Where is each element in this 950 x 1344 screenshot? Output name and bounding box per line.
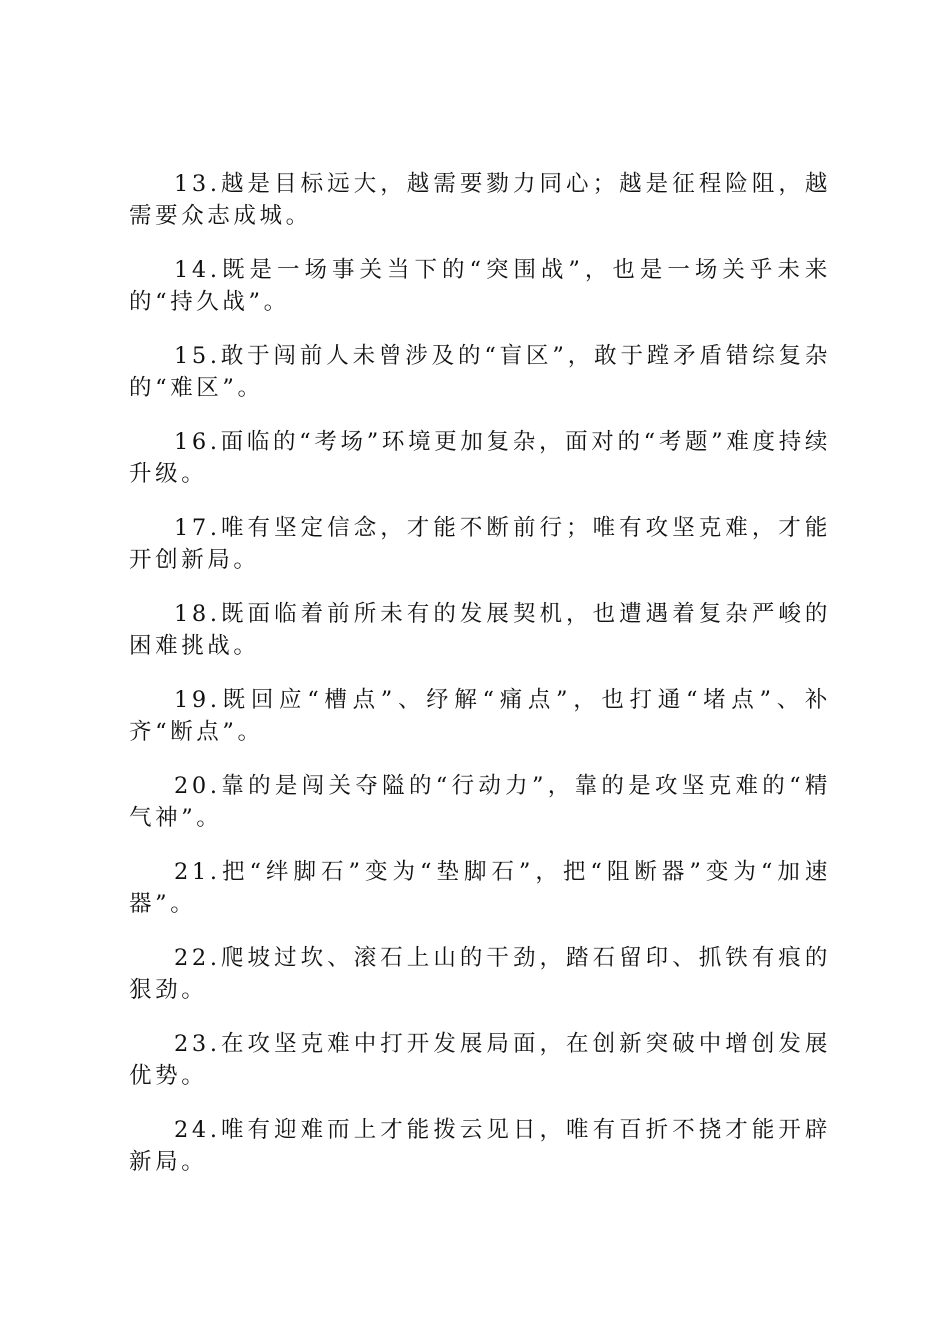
paragraph-14: 14.既是一场事关当下的“突围战”，也是一场关乎未来的“持久战”。 bbox=[129, 257, 831, 315]
paragraph-24: 24.唯有迎难而上才能拨云见日，唯有百折不挠才能开辟新局。 bbox=[129, 1117, 831, 1175]
paragraph-13: 13.越是目标远大，越需要勠力同心；越是征程险阻，越需要众志成城。 bbox=[129, 171, 831, 229]
paragraph-18: 18.既面临着前所未有的发展契机，也遭遇着复杂严峻的困难挑战。 bbox=[129, 601, 831, 659]
paragraph-21: 21.把“绊脚石”变为“垫脚石”，把“阻断器”变为“加速器”。 bbox=[129, 859, 831, 917]
paragraph-22: 22.爬坡过坎、滚石上山的干劲，踏石留印、抓铁有痕的狠劲。 bbox=[129, 945, 831, 1003]
paragraph-20: 20.靠的是闯关夺隘的“行动力”，靠的是攻坚克难的“精气神”。 bbox=[129, 773, 831, 831]
paragraph-23: 23.在攻坚克难中打开发展局面，在创新突破中增创发展优势。 bbox=[129, 1031, 831, 1089]
document-body bbox=[129, 168, 831, 1200]
paragraph-15: 15.敢于闯前人未曾涉及的“盲区”，敢于蹚矛盾错综复杂的“难区”。 bbox=[129, 343, 831, 401]
paragraph-16: 16.面临的“考场”环境更加复杂，面对的“考题”难度持续升级。 bbox=[129, 429, 831, 487]
paragraph-19: 19.既回应“槽点”、纾解“痛点”，也打通“堵点”、补齐“断点”。 bbox=[129, 687, 831, 745]
paragraph-17: 17.唯有坚定信念，才能不断前行；唯有攻坚克难，才能开创新局。 bbox=[129, 515, 831, 573]
